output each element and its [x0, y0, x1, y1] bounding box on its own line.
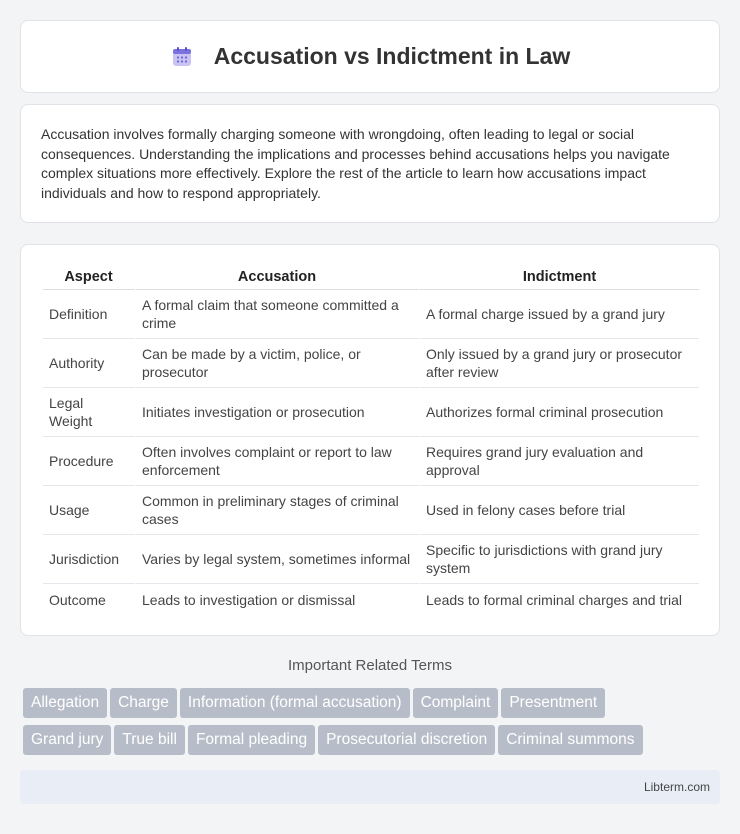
cell-aspect: Authority — [43, 339, 136, 388]
footer-site-link[interactable]: Libterm.com — [643, 780, 710, 794]
tag-charge[interactable]: Charge — [110, 688, 177, 718]
tag-formal-pleading[interactable]: Formal pleading — [188, 725, 315, 755]
table-row — [43, 584, 699, 615]
cell-aspect: Legal Weight — [43, 388, 136, 437]
comparison-table — [43, 265, 699, 615]
cell-indictment: A formal charge issued by a grand jury — [420, 290, 699, 339]
cell-aspect: Procedure — [43, 437, 136, 486]
cell-accusation: Often involves complaint or report to law enforcement — [136, 437, 420, 486]
tag-information[interactable]: Information (formal accusation) — [180, 688, 410, 718]
table-row — [43, 535, 699, 584]
cell-accusation: Initiates investigation or prosecution — [136, 388, 420, 437]
table-row — [43, 388, 699, 437]
cell-indictment: Authorizes formal criminal prosecution — [420, 388, 699, 437]
comparison-table-card — [20, 244, 720, 636]
page-title: Accusation vs Indictment in Law — [213, 43, 571, 69]
cell-indictment: Specific to jurisdictions with grand jury system — [420, 535, 699, 584]
cell-indictment: Used in felony cases before trial — [420, 486, 699, 535]
tag-prosecutorial-discretion[interactable]: Prosecutorial discretion — [318, 725, 495, 755]
tag-grand-jury[interactable]: Grand jury — [23, 725, 111, 755]
cell-aspect: Usage — [43, 486, 136, 535]
cell-accusation: Leads to investigation or dismissal — [136, 584, 420, 615]
cell-indictment: Leads to formal criminal charges and trial — [426, 591, 683, 608]
table-row — [43, 290, 699, 339]
cell-accusation: Common in preliminary stages of criminal cases — [136, 486, 420, 535]
intro-card — [20, 104, 720, 223]
cell-aspect: Outcome — [43, 584, 136, 615]
tag-presentment[interactable]: Presentment — [501, 688, 605, 718]
cell-accusation: Varies by legal system, sometimes informal — [136, 535, 420, 584]
intro-text: Accusation involves formally charging someone with wrongdoing, often leading to legal or social consequences. Understanding the implications and processes behind accusations helps you navigate complex situations more effectively. Explore the rest of the article to learn how accusations impact individuals and how to respond appropriately. — [41, 126, 670, 201]
cell-aspect: Definition — [43, 290, 136, 339]
calendar-icon — [170, 45, 194, 69]
tag-complaint[interactable]: Complaint — [413, 688, 499, 718]
table-row — [43, 437, 699, 486]
related-terms-title: Important Related Terms — [288, 657, 452, 674]
table-header-accusation: Accusation — [136, 265, 420, 290]
footer — [20, 770, 720, 804]
table-header-indictment: Indictment — [420, 265, 699, 290]
cell-aspect: Jurisdiction — [43, 535, 136, 584]
cell-accusation: A formal claim that someone committed a crime — [136, 290, 420, 339]
cell-accusation: Can be made by a victim, police, or prosecutor — [136, 339, 420, 388]
table-header-aspect: Aspect — [43, 265, 136, 290]
tag-true-bill[interactable]: True bill — [114, 725, 185, 755]
table-row — [43, 339, 699, 388]
header-card — [20, 20, 720, 93]
table-row — [43, 486, 699, 535]
related-terms-tags — [23, 688, 723, 762]
tag-allegation[interactable]: Allegation — [23, 688, 107, 718]
cell-indictment: Only issued by a grand jury or prosecutor after review — [420, 339, 699, 388]
tag-criminal-summons[interactable]: Criminal summons — [498, 725, 642, 755]
cell-indictment: Requires grand jury evaluation and approval — [420, 437, 699, 486]
